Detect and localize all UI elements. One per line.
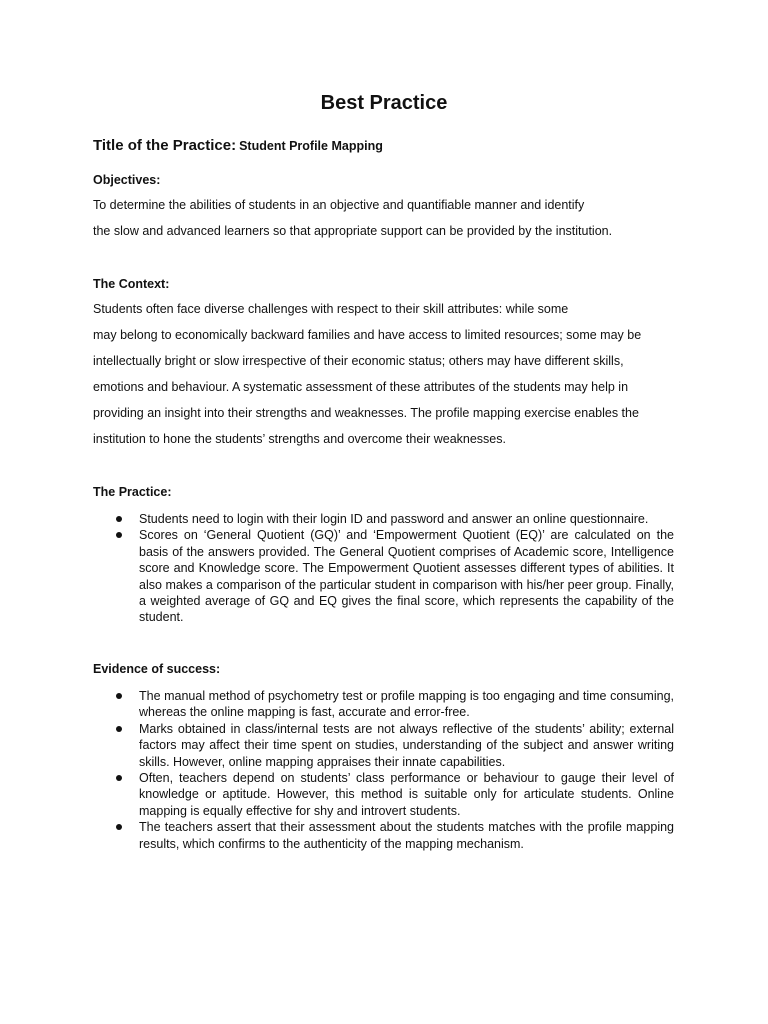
list-item-text: Often, teachers depend on students’ class performance or behaviour to gauge their level of knowledge or aptitude. However, this method is suitable only for articulate students. Online mapping is equally effective for shy and introvert students.: [139, 771, 674, 818]
practice-list: [93, 511, 674, 626]
objectives-heading: Objectives:: [93, 173, 161, 187]
bullet-dot-icon: [116, 693, 122, 699]
list-item-text: The teachers assert that their assessment about the students matches with the profile mapping results, which confirms to the authenticity of the mapping mechanism.: [139, 820, 674, 851]
practice-title: [93, 136, 383, 156]
evidence-heading: Evidence of success:: [93, 662, 221, 676]
evidence-list: [93, 688, 674, 852]
bullet-dot-icon: [116, 726, 122, 732]
practice-title-value: Student Profile Mapping: [239, 139, 383, 153]
bullet-dot-icon: [116, 532, 122, 538]
list-item: [93, 819, 674, 852]
list-item: [93, 770, 674, 819]
list-item-text: Scores on ‘General Quotient (GQ)’ and ‘Empowerment Quotient (EQ)’ are calculated on the basis of the answers provided. The General Quotient comprises of Academic score, Intelligence score and Knowledge score. The Empowerment Quotient assesses different types of abilities. It also makes a comparison of the particular student in comparison with his/her peer group. Finally, a weighted average of GQ and EQ gives the final score, which represents the capability of the student.: [139, 528, 674, 625]
list-item-text: Marks obtained in class/internal tests are not always reflective of the students’ ability; external factors may affect their time spent on studies, understanding of the subject and answer writing skills. However, online mapping appraises their innate capabilities.: [139, 721, 674, 769]
list-item-text: Students need to login with their login ID and password and answer an online questionnaire.: [139, 512, 649, 526]
practice-heading: The Practice:: [93, 485, 172, 499]
bullet-dot-icon: [116, 516, 122, 522]
list-item: [93, 688, 674, 721]
list-item: [93, 721, 674, 770]
context-line: intellectually bright or slow irrespective of their economic status; others may have different skills,: [93, 354, 624, 368]
practice-title-label: Title of the Practice:: [93, 137, 237, 154]
objectives-line: To determine the abilities of students in an objective and quantifiable manner and identify: [93, 198, 585, 212]
bullet-dot-icon: [116, 775, 122, 781]
list-item: [93, 511, 674, 527]
context-line: institution to hone the students’ strengths and overcome their weaknesses.: [93, 432, 506, 446]
document-title: Best Practice: [320, 92, 448, 114]
list-item: [93, 527, 674, 625]
bullet-dot-icon: [116, 824, 122, 830]
context-line: may belong to economically backward families and have access to limited resources; some may be: [93, 328, 642, 342]
objectives-line: the slow and advanced learners so that appropriate support can be provided by the institution.: [93, 224, 613, 238]
context-heading: The Context:: [93, 277, 170, 291]
context-line: emotions and behaviour. A systematic assessment of these attributes of the students may help in: [93, 380, 629, 394]
context-line: providing an insight into their strengths and weaknesses. The profile mapping exercise enables the: [93, 406, 639, 420]
list-item-text: The manual method of psychometry test or profile mapping is too engaging and time consuming, whereas the online mapping is fast, accurate and error-free.: [139, 689, 674, 720]
context-line: Students often face diverse challenges with respect to their skill attributes: while some: [93, 302, 569, 316]
